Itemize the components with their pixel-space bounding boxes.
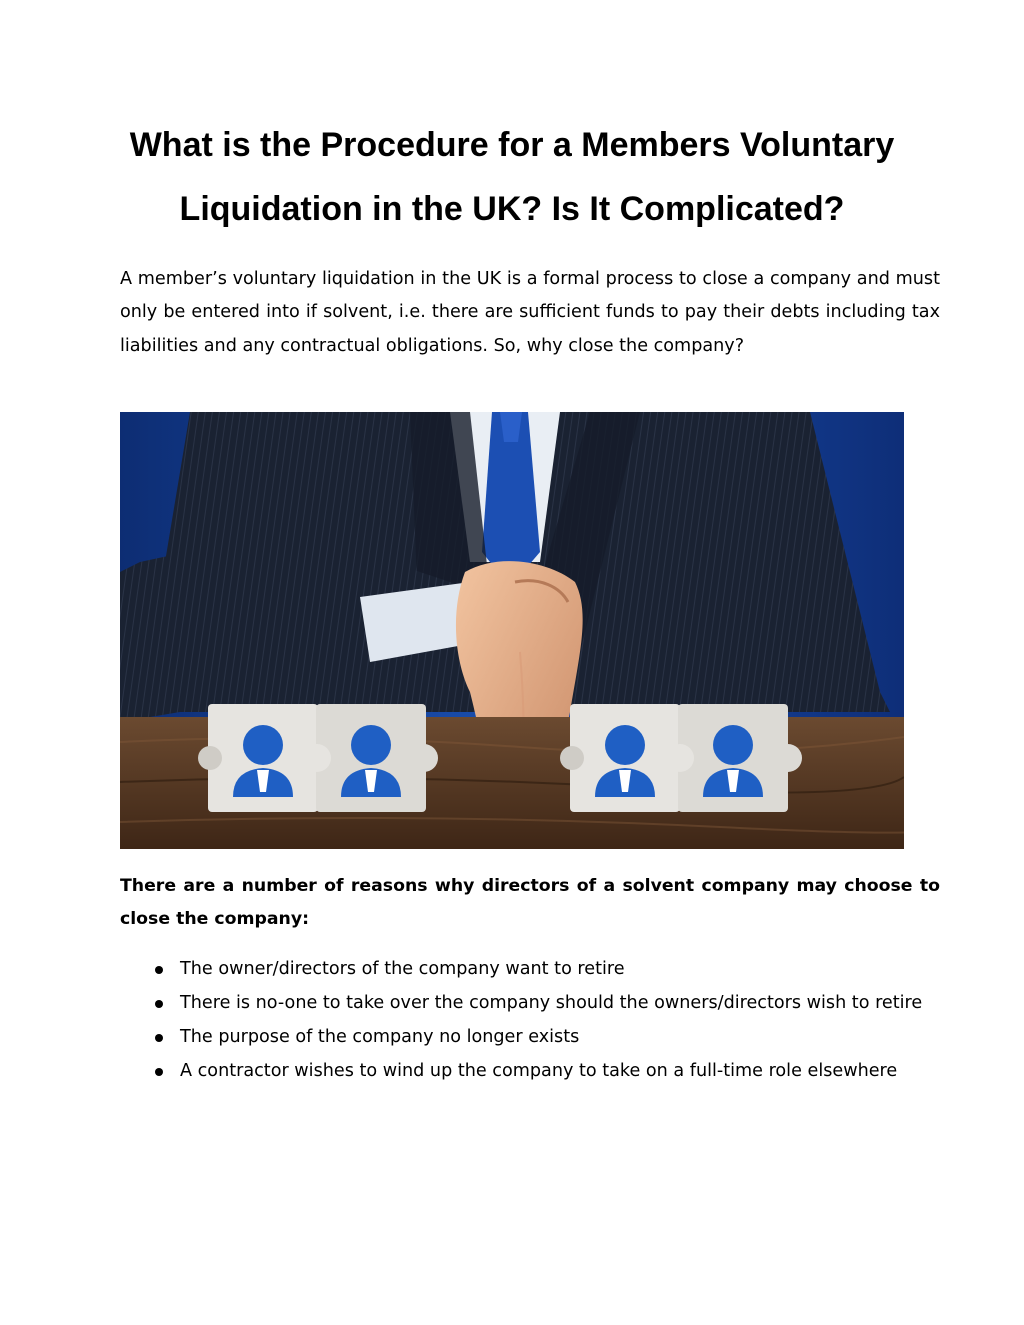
intro-paragraph: A member’s voluntary liquidation in the UK is a formal process to close a company and must only be entered into if solvent, i.e. there are sufficient funds to pay their debts including tax liabilities and any contractual obligations. So, why close the company? [120, 269, 940, 356]
reasons-heading: There are a number of reasons why directors of a solvent company may choose to close the company: [120, 876, 940, 929]
bullet-icon [155, 1000, 163, 1008]
list-item-text: The owner/directors of the company want to retire [180, 959, 625, 979]
list-item-text: A contractor wishes to wind up the company to take on a full-time role elsewhere [180, 1061, 898, 1081]
list-item [120, 1055, 940, 1088]
list-item-text: The purpose of the company no longer exists [180, 1027, 580, 1047]
list-item-text: There is no-one to take over the company should the owners/directors wish to retire [180, 993, 923, 1013]
bullet-icon [155, 1068, 163, 1076]
list-item [120, 953, 940, 986]
document-title: What is the Procedure for a Members Voluntary Liquidation in the UK? Is It Complicated? [129, 126, 895, 228]
reasons-list [120, 953, 940, 1089]
bullet-icon [155, 966, 163, 974]
bullet-icon [155, 1034, 163, 1042]
list-item [120, 1021, 940, 1054]
list-item [120, 987, 940, 1020]
hero-photo [120, 412, 904, 849]
